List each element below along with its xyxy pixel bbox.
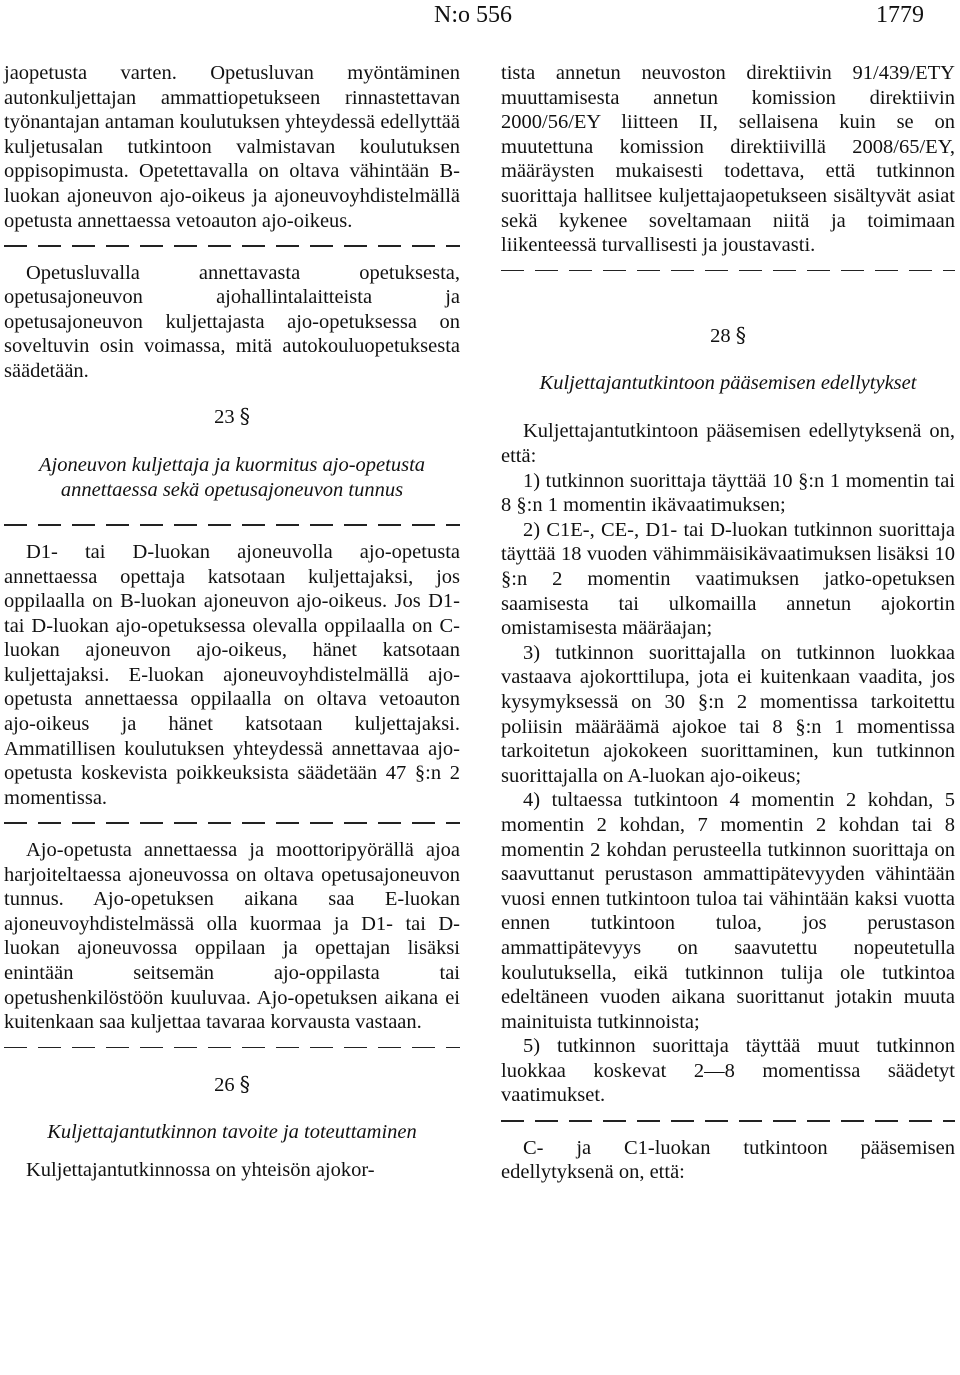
section-title-23: Ajoneuvon kuljettaja ja kuormitus ajo-opetusta annettaessa sekä opetusajoneuvon tunnus xyxy=(38,454,426,501)
paragraph: C- ja C1-luokan tutkintoon pääsemisen edellytyksenä on, että: xyxy=(501,1136,955,1184)
list-item: 1) tutkinnon suorittaja täyttää 10 §:n 1 momentin tai 8 §:n 1 momentin ikävaatimuksen; xyxy=(501,469,955,517)
section-title-28: Kuljettajantutkintoon pääsemisen edellytykset xyxy=(539,371,917,394)
right-column xyxy=(501,61,955,1185)
statute-number: N:o 556 xyxy=(434,2,512,28)
paragraph: Ajo-opetusta annettaessa ja moottoripyörällä ajoa harjoiteltaessa ajoneuvossa on oltava opetusajoneuvon tunnus. Ajo-opetuksen aikana saa E-luokan ajoneuvoyhdistelmässä olla kuormaa ja D1- tai D-luokan ajoneuvossa oppilaan ja opettajan lisäksi enintään seitsemän ajo-oppilasta tai opetushenkilöstöön kuuluvaa. Ajo-opetuksen aikana ei kuitenkaan saa kuljettaa tavaraa korvausta vastaan. xyxy=(4,838,460,1034)
omission-dashes xyxy=(4,245,460,247)
paragraph: Opetusluvalla annettavasta opetuksesta, opetusajoneuvon ajohallintalaitteista ja opetusajoneuvon kuljettajasta ajo-opetuksessa on soveltuvin osin voimassa, mitä autokouluopetuksesta säädetään. xyxy=(4,261,460,383)
list-item: 4) tultaessa tutkintoon 4 momentin 2 kohdan, 5 momentin 2 kohdan, 7 momentin 2 kohdan tai 8 momentin 2 kohdan perusteella tutkinnon suorittaja on saavuttanut perustason ammattipätevyyden vähintään vuosi ennen tutkintoon tuloa tai vähintään kaksi vuotta ennen tutkintoon tuloa, jos perustason ammattipätevyys on saavutettu nopeutetulla koulutuksella, eikä tutkinnon tulija ole tutkintoa edeltäneen vuoden aikana suorittanut jotakin muuta mainituista tutkinnoista; xyxy=(501,789,955,1033)
section-sign-icon: § xyxy=(239,403,250,428)
list-item: 5) tutkinnon suorittaja täyttää muut tutkinnon luokkaa koskevat 2—8 momentissa säädetyt vaatimukset. xyxy=(501,1035,955,1107)
paragraph: tista annetun neuvoston direktiivin 91/439/ETY muuttamisesta annetun komission direktiivin 2000/56/EY liitteen II, sellaisena kuin se on muutettuna komission direktiivillä 2008/65/EY, määräysten mukaisesti todettava, että tutkinnon suorittaja hallitsee kuljettajaopetukseen sisältyvät asiat sekä kykenee soveltamaan niitä ja toimimaan liikenteessä turvallisesti ja joustavasti. xyxy=(501,62,955,257)
section-number-23 xyxy=(4,404,460,430)
page-header xyxy=(0,0,960,34)
section-number-26 xyxy=(4,1072,460,1098)
omission-dashes xyxy=(501,270,955,272)
section-number-text: 28 xyxy=(710,325,731,348)
omission-dashes xyxy=(4,1047,460,1049)
paragraph: jaopetusta varten. Opetusluvan myöntäminen autonkuljettajan ammattiopetukseen rinnastettavan työnantajan antaman koulutuksen yhteydessä edellyttää kuljetusalan tutkintoon valmistavan koulutuksen oppisopimusta. Opetettavalla on oltava vähintään B-luokan ajoneuvon ajo-oikeus ja ajoneuvoyhdistelmällä opetusta annettaessa vetoauton ajo-oikeus. xyxy=(4,62,460,232)
omission-dashes xyxy=(4,524,460,526)
paragraph: Kuljettajantutkinnossa on yhteisön ajokor- xyxy=(26,1159,375,1182)
section-sign-icon: § xyxy=(735,323,746,348)
omission-dashes xyxy=(4,822,460,824)
section-number-text: 26 xyxy=(214,1074,235,1097)
section-number-28 xyxy=(501,323,955,349)
paragraph: Kuljettajantutkintoon pääsemisen edellytyksenä on, että: xyxy=(501,420,955,468)
section-title-26: Kuljettajantutkinnon tavoite ja toteuttaminen xyxy=(47,1120,417,1143)
paragraph: D1- tai D-luokan ajoneuvolla ajo-opetusta annettaessa opettaja katsotaan kuljettajaksi, jos oppilaalla on B-luokan ajoneuvon ajo-oikeus. Jos D1- tai D-luokan ajo-opetuksessa olevalla oppilaalla on C-luokan ajoneuvon ajo-oikeus, hänet katsotaan kuljettajaksi. E-luokan ajoneuvoyhdistelmällä ajo-opetusta annettaessa oppilaalla on oltava vetoauton ajo-oikeus ja hänet katsotaan kuljettajaksi. Ammatillisen koulutuksen yhteydessä annettavaa ajo-opetusta koskevista poikkeuksista säädetään 47 §:n 2 momentissa. xyxy=(4,540,460,809)
list-item: 2) C1E-, CE-, D1- tai D-luokan tutkinnon suorittaja täyttää 18 vuoden vähimmäisikävaatimuksen lisäksi 10 §:n 2 momentin vaatimuksen jatko-opetuksen saamisesta tai ulkomailla annetun ajokortin omistamisesta määräajan; xyxy=(501,518,955,640)
page-number: 1779 xyxy=(876,2,924,28)
list-item: 3) tutkinnon suorittajalla on tutkinnon luokkaa vastaava ajokorttilupa, jota ei kuitenkaan vaadita, jos kysymyksessä on 30 §:n 2 momentissa tarkoitettu poliisin määräämä ajokoe tai 8 §:n 1 momentissa tarkoitetun ajokokeen suorittaminen, kun tutkinnon suorittajalla on A-luokan ajo-oikeus; xyxy=(501,641,955,787)
omission-dashes xyxy=(501,1120,955,1122)
section-number-text: 23 xyxy=(214,405,235,428)
section-sign-icon: § xyxy=(239,1072,250,1097)
left-column xyxy=(4,61,460,1183)
